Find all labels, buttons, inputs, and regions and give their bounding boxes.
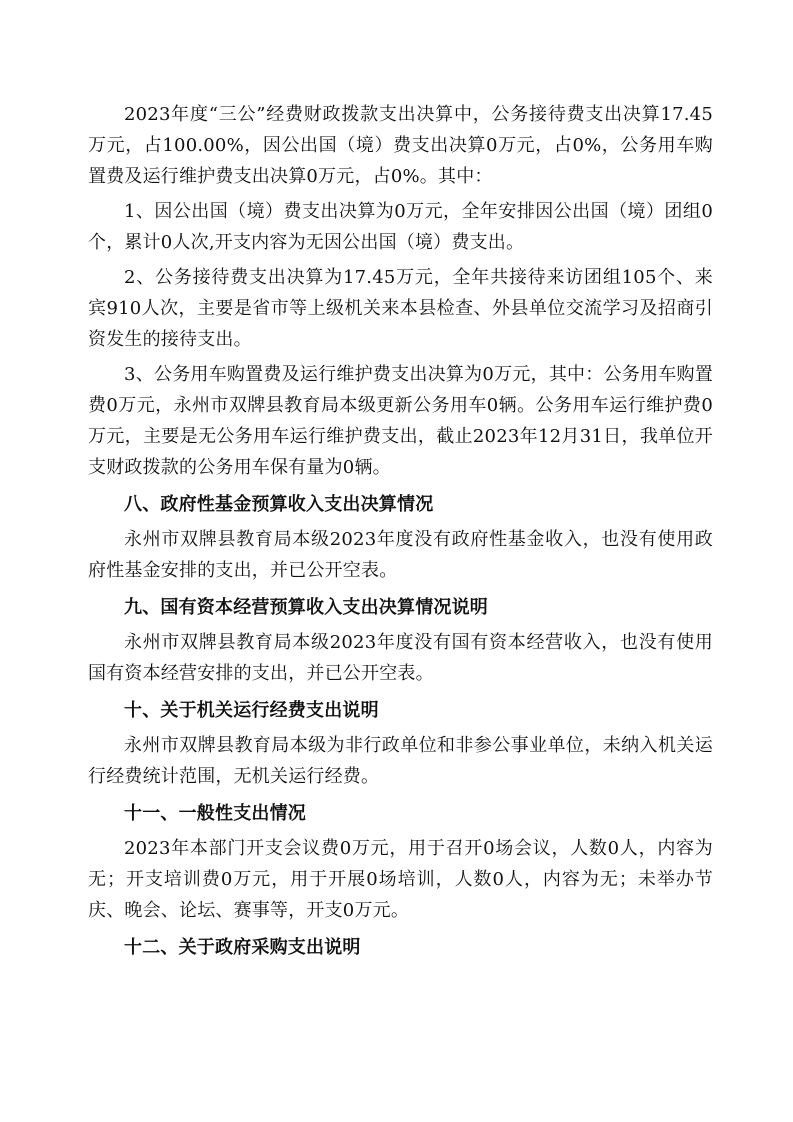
paragraph-operating-expenses: 永州市双牌县教育局本级为非行政单位和非参公事业单位，未纳入机关运行经费统计范围，无机关运行经费。 bbox=[88, 735, 713, 787]
heading-general-expenditure: 十一、一般性支出情况 bbox=[124, 803, 306, 824]
paragraph-three-public-summary: 2023年度“三公”经费财政拨款支出决算中，公务接待费支出决算17.45万元，占100.00%，因公出国（境）费支出决算0万元，占0%，公务用车购置费及运行维护费支出决算0万元，占0%。其中： bbox=[88, 104, 713, 187]
heading-government-fund: 八、政府性基金预算收入支出决算情况 bbox=[124, 494, 434, 515]
heading-operating-expenses: 十、关于机关运行经费支出说明 bbox=[124, 700, 379, 721]
paragraph-official-reception: 2、公务接待费支出决算为17.45万元，全年共接待来访团组105个、来宾910人次，主要是省市等上级机关来本县检查、外县单位交流学习及招商引资发生的接待支出。 bbox=[88, 267, 713, 350]
document-body bbox=[88, 99, 713, 963]
paragraph-general-expenditure: 2023年本部门开支会议费0万元，用于召开0场会议，人数0人，内容为无；开支培训费0万元，用于开展0场培训，人数0人，内容为无；未举办节庆、晚会、论坛、赛事等，开支0万元。 bbox=[88, 838, 713, 921]
heading-government-procurement: 十二、关于政府采购支出说明 bbox=[124, 937, 361, 958]
paragraph-government-fund: 永州市双牌县教育局本级2023年度没有政府性基金收入，也没有使用政府性基金安排的支出，并已公开空表。 bbox=[88, 529, 713, 581]
paragraph-overseas-travel: 1、因公出国（境）费支出决算为0万元，全年安排因公出国（境）团组0个，累计0人次,开支内容为无因公出国（境）费支出。 bbox=[88, 201, 713, 253]
paragraph-official-vehicles: 3、公务用车购置费及运行维护费支出决算为0万元，其中：公务用车购置费0万元，永州市双牌县教育局本级更新公务用车0辆。公务用车运行维护费0万元，主要是无公务用车运行维护费支出，截止2023年12月31日，我单位开支财政拨款的公务用车保有量为0辆。 bbox=[88, 364, 713, 478]
paragraph-state-capital: 永州市双牌县教育局本级2023年度没有国有资本经营收入，也没有使用国有资本经营安排的支出，并已公开空表。 bbox=[88, 632, 713, 684]
heading-state-capital: 九、国有资本经营预算收入支出决算情况说明 bbox=[124, 597, 488, 618]
